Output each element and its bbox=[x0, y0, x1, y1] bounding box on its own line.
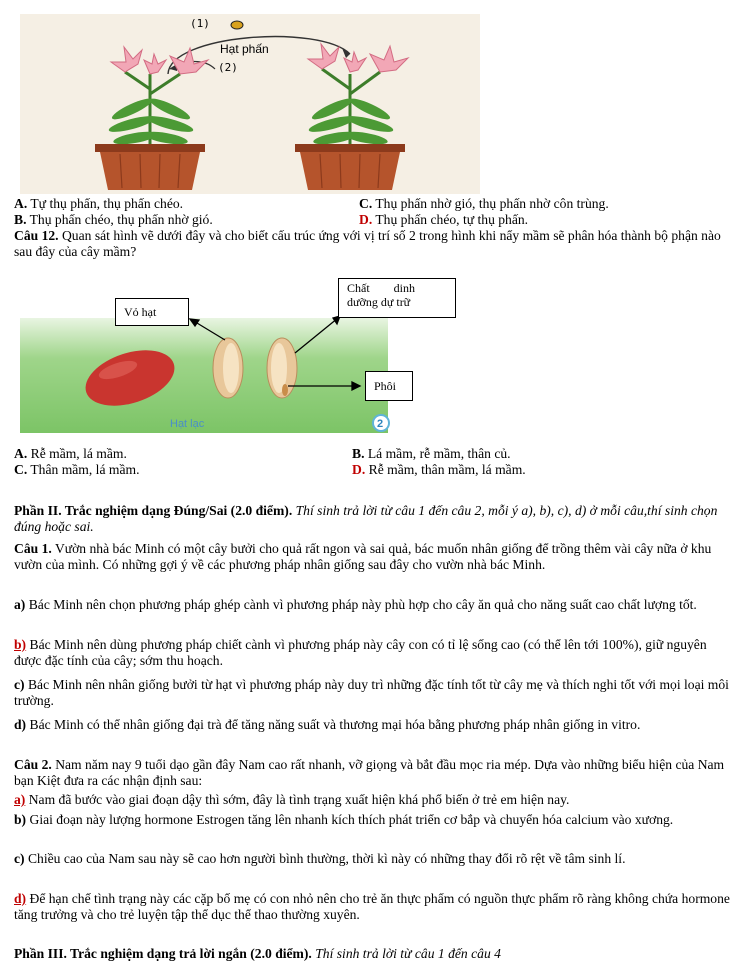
pollen-label: Hạt phấn bbox=[220, 42, 269, 56]
q12-option-b: B. Lá mầm, rễ mầm, thân củ. bbox=[352, 446, 511, 461]
part2-q2-b: b) Giai đoạn này lượng hormone Estrogen tăng lên nhanh kích thích phát triển cơ bắp và chuyển hóa calcium vào xương. bbox=[14, 812, 674, 827]
q11-option-d: D. Thụ phấn chéo, tự thụ phấn. bbox=[359, 212, 529, 227]
q12-option-d: D. Rễ mầm, thân mầm, lá mầm. bbox=[352, 462, 526, 477]
q12-option-a: A. Rễ mầm, lá mầm. bbox=[14, 446, 127, 461]
embryo-label: Phôi bbox=[365, 371, 413, 401]
q11-option-a: A. Tự thụ phấn, thụ phấn chéo. bbox=[14, 196, 184, 211]
peanut-caption: Hạt lạc bbox=[170, 418, 205, 430]
part2-q1-d: d) Bác Minh có thể nhân giống đại trà để tăng năng suất và thương mại hóa bằng phương pháp nhân giống in vitro. bbox=[14, 717, 641, 732]
q12-option-c: C. Thân mầm, lá mầm. bbox=[14, 462, 140, 477]
part2-heading: Phần II. Trắc nghiệm dạng Đúng/Sai (2.0 điểm). Thí sinh trả lời từ câu 1 đến câu 2, mỗi ý a), b), c), d) ở mỗi câu,thí sinh chọn đúng hoặc sai. bbox=[14, 503, 718, 534]
part2-q1-a: a) Bác Minh nên chọn phương pháp ghép cành vì phương pháp này phù hợp cho cây ăn quả cho năng suất cao chất lượng tốt. bbox=[14, 597, 697, 612]
q11-option-c: C. Thụ phấn nhờ gió, thụ phấn nhờ côn trùng. bbox=[359, 196, 609, 211]
q11-option-b: B. Thụ phấn chéo, thụ phấn nhờ gió. bbox=[14, 212, 213, 227]
part2-q2-d: d) Để hạn chế tình trạng này các cặp bố mẹ có con nhỏ nên cho trẻ ăn thực phẩm có nguồn thực phẩm rõ ràng không chứa hormone tăng trưởng và cho trẻ luyện tập thể dục thể thao thường xuyên. bbox=[14, 891, 730, 922]
part2-q1-stem: Câu 1. Vườn nhà bác Minh có một cây bưởi cho quả rất ngon và sai quả, bác muốn nhân giống để trồng thêm vài cây nữa ở khu vườn của mình. Có những gợi ý về các phương pháp nhân giống sau đây cho vườn nhà bác Minh. bbox=[14, 541, 712, 572]
peanut-figure bbox=[20, 278, 460, 433]
part2-q2-a: a) Nam đã bước vào giai đoạn dậy thì sớm, đây là tình trạng xuất hiện khá phổ biến ở trẻ em hiện nay. bbox=[14, 792, 570, 807]
figure-number: 2 bbox=[377, 418, 384, 430]
part3-heading: Phần III. Trắc nghiệm dạng trả lời ngắn (2.0 điểm). Thí sinh trả lời từ câu 1 đến câu 4 bbox=[14, 946, 501, 961]
q12-stem: Câu 12. Quan sát hình vẽ dưới đây và cho biết cấu trúc ứng với vị trí số 2 trong hình khi nẩy mầm sẽ phân hóa thành bộ phận nào sau đây của cây mầm? bbox=[14, 228, 721, 259]
seed-coat-label: Vỏ hạt bbox=[115, 298, 189, 326]
part2-q1-b: b) Bác Minh nên dùng phương pháp chiết cành vì phương pháp này cây con có tỉ lệ sống cao (có thể lên tới 100%), giữ nguyên được đặc tính của cây; sớm thu hoạch. bbox=[14, 637, 707, 668]
part2-q2-stem: Câu 2. Nam năm nay 9 tuổi dạo gần đây Nam cao rất nhanh, vỡ giọng và bắt đầu mọc ria mép. Dựa vào những biểu hiện của Nam bạn Kiệt đưa ra các nhận định sau: bbox=[14, 757, 725, 788]
part2-q1-c: c) Bác Minh nên nhân giống bưởi từ hạt vì phương pháp này duy trì những đặc tính tốt từ cây mẹ và thích nghi tốt với mọi loại môi trường. bbox=[14, 677, 729, 708]
arrow-label-1: (1) bbox=[190, 17, 210, 30]
part2-q2-c: c) Chiều cao của Nam sau này sẽ cao hơn người bình thường, thời kì này có những thay đổi rõ rệt về tâm sinh lí. bbox=[14, 851, 626, 866]
arrow-label-2: (2) bbox=[218, 61, 238, 74]
nutrient-reserve-label: Chất dinh dưỡng dự trữ bbox=[338, 278, 456, 318]
pollination-figure bbox=[20, 14, 480, 194]
